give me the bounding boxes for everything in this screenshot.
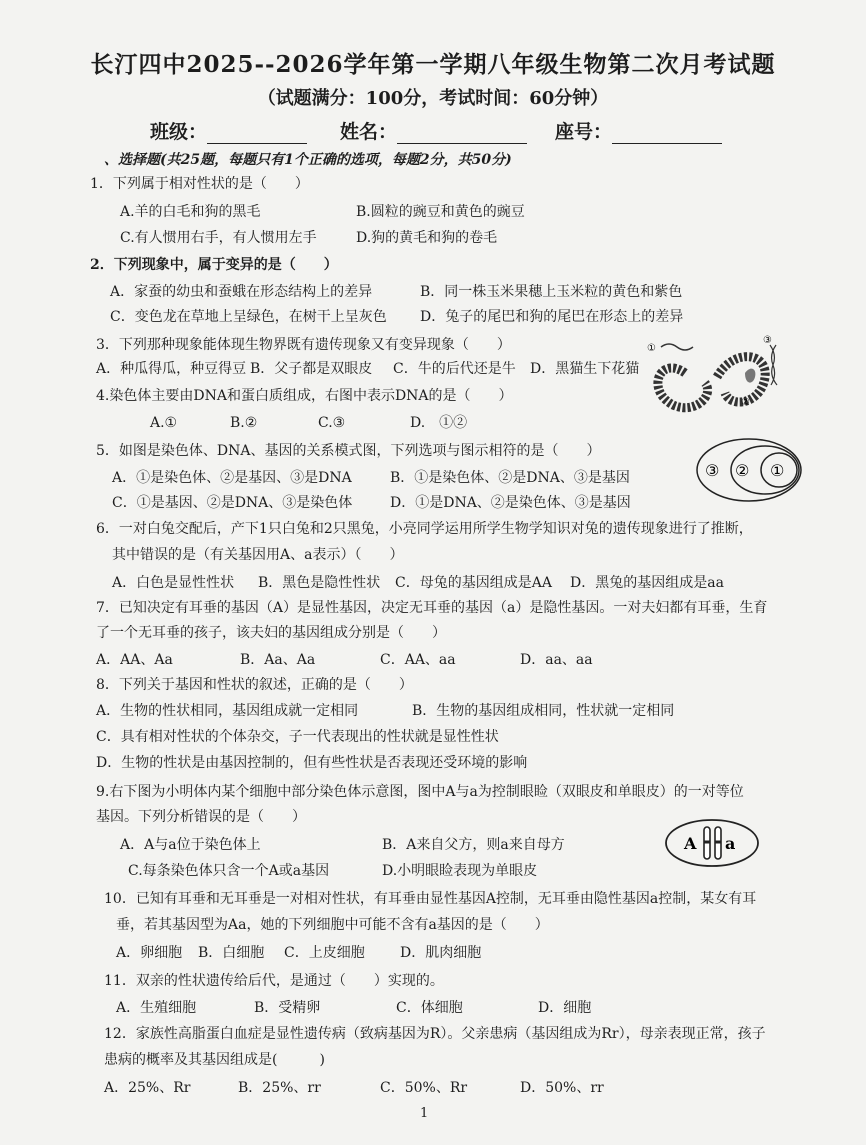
option: B．25%、rr bbox=[238, 1080, 321, 1096]
question-stem: 5．如图是染色体、DNA、基因的关系模式图，下列选项与图示相符的是（ ） bbox=[96, 443, 601, 459]
option: D．50%、rr bbox=[520, 1080, 604, 1096]
option: A．种瓜得瓜，种豆得豆 bbox=[96, 361, 247, 377]
option: C．上皮细胞 bbox=[284, 945, 365, 961]
option: A．生物的性状相同，基因组成就一定相同 bbox=[96, 703, 359, 719]
page-number: 1 bbox=[420, 1106, 429, 1121]
nested-circles-figure bbox=[695, 437, 803, 503]
question-stem: 11．双亲的性状遗传给后代，是通过（ ）实现的。 bbox=[104, 973, 444, 989]
option: C.③ bbox=[318, 415, 346, 431]
option: C.有人惯用右手，有人惯用左手 bbox=[120, 230, 317, 246]
allele-label-a: a bbox=[725, 834, 736, 853]
option: A．①是染色体、②是基因、③是DNA bbox=[112, 470, 352, 486]
option: D.狗的黄毛和狗的卷毛 bbox=[356, 230, 498, 246]
option: D．兔子的尾巴和狗的尾巴在形态上的差异 bbox=[420, 309, 684, 325]
option: A．家蚕的幼虫和蚕蛾在形态结构上的差异 bbox=[110, 284, 373, 300]
option: A．AA、Aa bbox=[96, 652, 173, 668]
chromosome-dna-figure bbox=[645, 335, 790, 415]
question-stem: 4.染色体主要由DNA和蛋白质组成，右图中表示DNA的是（ ） bbox=[96, 388, 513, 404]
question-stem-cont: 其中错误的是（有关基因用A、a表示）（ ） bbox=[112, 547, 404, 563]
option: A．生殖细胞 bbox=[116, 1000, 197, 1016]
exam-title: 长汀四中2025--2026学年第一学期八年级生物第二次月考试题 bbox=[90, 51, 776, 78]
circle-label-1: ① bbox=[770, 461, 785, 480]
allele-cell-figure bbox=[664, 818, 760, 868]
name-blank[interactable] bbox=[397, 125, 527, 144]
option: C.每条染色体只含一个A或a基因 bbox=[128, 863, 330, 879]
option: D.小明眼睑表现为单眼皮 bbox=[382, 863, 538, 879]
option: B．受精卵 bbox=[254, 1000, 321, 1016]
question-stem: 6．一对白兔交配后，产下1只白兔和2只黑兔，小亮同学运用所学生物学知识对兔的遗传现象进行了推断， bbox=[96, 521, 753, 537]
seat-label: 座号： bbox=[555, 121, 613, 143]
option: D．aa、aa bbox=[520, 652, 593, 668]
question-stem-cont: 垂，若其基因型为Aa，她的下列细胞中可能不含有a基因的是（ ） bbox=[116, 917, 549, 933]
option: A．A与a位于染色体上 bbox=[120, 837, 261, 853]
question-stem: 1．下列属于相对性状的是（ ） bbox=[90, 176, 309, 192]
question-stem: 9.右下图为小明体内某个细胞中部分染色体示意图，图中A与a为控制眼睑（双眼皮和单眼皮）的一对等位 bbox=[96, 784, 744, 800]
option: C．①是基因、②是DNA、③是染色体 bbox=[112, 495, 353, 511]
option: B．Aa、Aa bbox=[240, 652, 316, 668]
option: D．生物的性状是由基因控制的，但有些性状是否表现还受环境的影响 bbox=[96, 755, 528, 771]
name-label: 姓名： bbox=[340, 121, 398, 143]
section-heading: 、选择题(共25题，每题只有1个正确的选项，每题2分，共50分) bbox=[104, 152, 512, 168]
option: C．牛的后代还是牛 bbox=[393, 361, 516, 377]
option: D．黑兔的基因组成是aa bbox=[570, 575, 724, 591]
option: D．黑猫生下花猫 bbox=[530, 361, 640, 377]
question-stem: 12．家族性高脂蛋白血症是显性遗传病（致病基因为R）。父亲患病（基因组成为Rr），母亲表现正常，孩子 bbox=[104, 1026, 766, 1042]
figure-label-1: ① bbox=[647, 343, 656, 354]
option: C．AA、aa bbox=[380, 652, 456, 668]
question-stem: 2．下列现象中，属于变异的是（ ） bbox=[90, 257, 338, 273]
option: D．细胞 bbox=[538, 1000, 592, 1016]
option: C．具有相对性状的个体杂交，子一代表现出的性状就是显性性状 bbox=[96, 729, 499, 745]
option: B．生物的基因组成相同，性状就一定相同 bbox=[412, 703, 675, 719]
option: B.圆粒的豌豆和黄色的豌豆 bbox=[356, 204, 525, 220]
question-stem-cont: 患病的概率及其基因组成是( ) bbox=[104, 1052, 325, 1068]
option: C．体细胞 bbox=[396, 1000, 463, 1016]
option: C．母兔的基因组成是AA bbox=[395, 575, 552, 591]
option: B.② bbox=[230, 415, 258, 431]
option: B．父子都是双眼皮 bbox=[250, 361, 373, 377]
option: D．肌肉细胞 bbox=[400, 945, 482, 961]
seat-blank[interactable] bbox=[612, 125, 722, 144]
seat-field bbox=[555, 117, 722, 144]
question-stem: 10．已知有耳垂和无耳垂是一对相对性状，有耳垂由显性基因A控制，无耳垂由隐性基因a控制，某女有耳 bbox=[104, 891, 757, 907]
figure-label-3: ③ bbox=[763, 335, 772, 346]
circle-label-2: ② bbox=[735, 461, 750, 480]
option: B．白细胞 bbox=[198, 945, 265, 961]
allele-label-A: A bbox=[684, 834, 697, 853]
class-field bbox=[150, 117, 307, 144]
exam-subtitle: （试题满分：100分，考试时间：60分钟） bbox=[257, 88, 609, 109]
figure-label-2: ② bbox=[741, 397, 750, 408]
question-stem: 8．下列关于基因和性状的叙述，正确的是（ ） bbox=[96, 677, 413, 693]
circle-label-3: ③ bbox=[705, 461, 720, 480]
option: A．25%、Rr bbox=[104, 1080, 191, 1096]
option: C．变色龙在草地上呈绿色，在树干上呈灰色 bbox=[110, 309, 387, 325]
option: A．卵细胞 bbox=[116, 945, 183, 961]
option: D．①是DNA、②是染色体、③是基因 bbox=[390, 495, 631, 511]
option: A.① bbox=[150, 415, 178, 431]
question-stem: 3．下列那种现象能体现生物界既有遗传现象又有变异现象（ ） bbox=[96, 337, 511, 353]
question-stem-cont: 基因。下列分析错误的是（ ） bbox=[96, 809, 306, 825]
option: B．A来自父方，则a来自母方 bbox=[382, 837, 565, 853]
option: A．白色是显性性状 bbox=[112, 575, 235, 591]
class-blank[interactable] bbox=[207, 125, 307, 144]
option: B．①是染色体、②是DNA、③是基因 bbox=[390, 470, 630, 486]
class-label: 班级： bbox=[150, 121, 208, 143]
option: C．50%、Rr bbox=[380, 1080, 468, 1096]
question-stem: 7．已知决定有耳垂的基因（A）是显性基因，决定无耳垂的基因（a）是隐性基因。一对夫妇都有耳垂，生育 bbox=[96, 600, 768, 616]
option: D. ①② bbox=[410, 415, 468, 431]
question-stem-cont: 了一个无耳垂的孩子，该夫妇的基因组成分别是（ ） bbox=[96, 625, 446, 641]
option: A.羊的白毛和狗的黑毛 bbox=[120, 204, 261, 220]
name-field bbox=[340, 117, 527, 144]
option: B．同一株玉米果穗上玉米粒的黄色和紫色 bbox=[420, 284, 683, 300]
option: B．黑色是隐性性状 bbox=[258, 575, 381, 591]
